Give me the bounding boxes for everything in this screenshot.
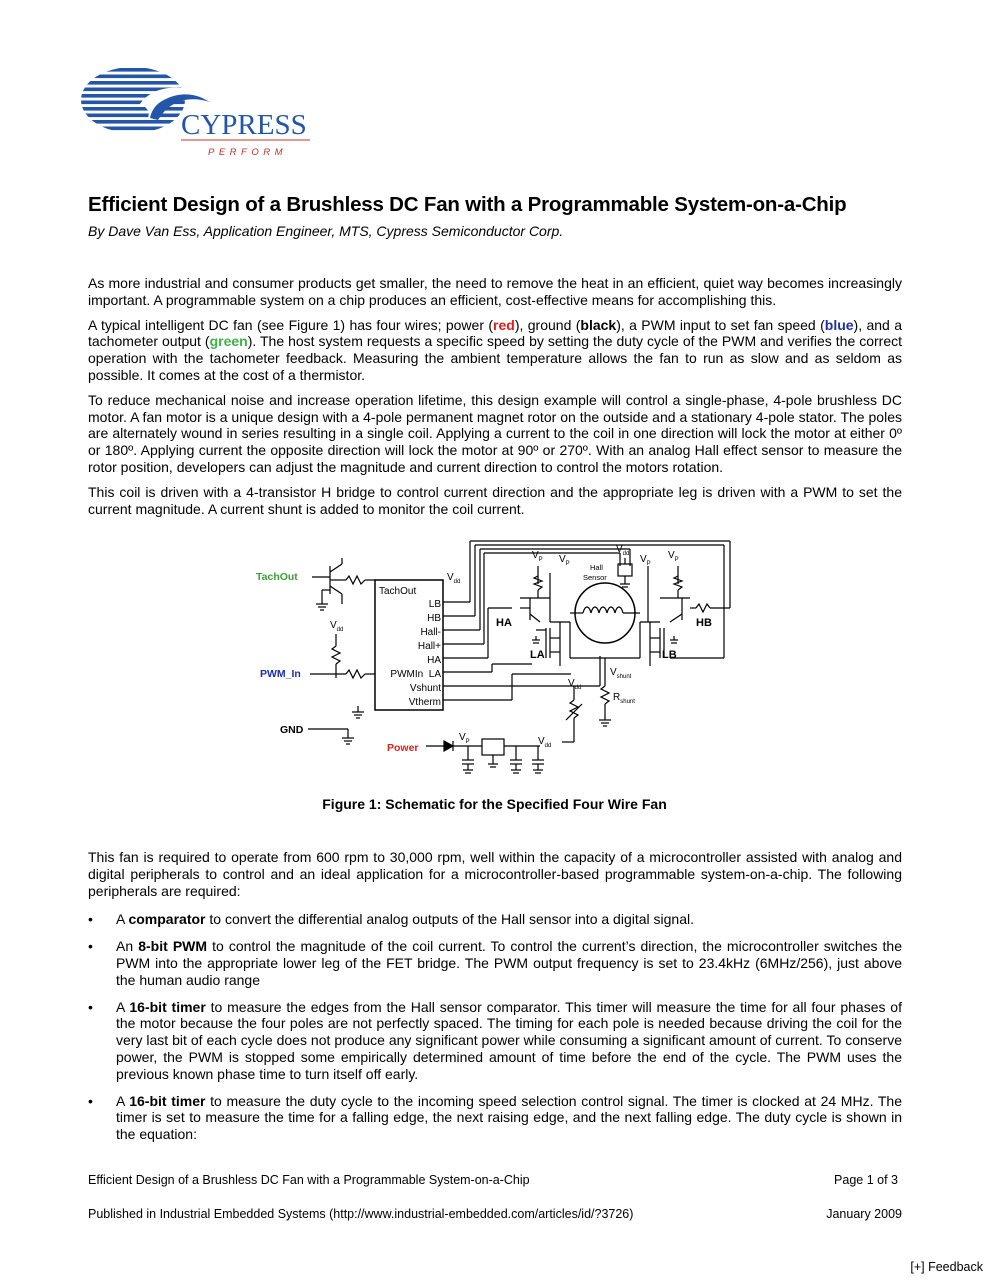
svg-text:Vshunt: $V_{shunt}$	[610, 667, 632, 680]
footer-line-1	[88, 1173, 902, 1187]
paragraph-hbridge: This coil is driven with a 4-transistor H bridge to control current direction and the appropriate leg is driven with a PWM to set the current magnitude. A current shunt is added to monitor the coil current.	[88, 483, 902, 517]
list-item: • A comparator to convert the differential analog outputs of the Hall sensor into a digital signal.	[88, 911, 694, 928]
svg-text:Sensor: Sensor	[583, 573, 607, 582]
pin-vtherm: Vtherm	[408, 697, 441, 708]
pin-hall-plus: Hall+	[417, 641, 441, 652]
feedback-link[interactable]: [+] Feedback	[910, 1260, 983, 1274]
figure-caption: Figure 1: Schematic for the Specified Four Wire Fan	[322, 796, 667, 812]
logo-tagline: PERFORM	[208, 147, 287, 158]
paragraph-requirements: This fan is required to operate from 600 rpm to 30,000 rpm, well within the capacity of a microcontroller assisted with analog and digital peripherals to control and an ideal application for a microcontroller-based programmable system-on-a-chip. The following peripherals are required:	[88, 849, 902, 899]
requirements-section	[88, 849, 902, 1153]
footer-publication: Published in Industrial Embedded Systems (http://www.industrial-embedded.com/articles/id/?3726)	[88, 1207, 634, 1221]
footer-line-2	[88, 1207, 902, 1221]
label-hb: HB	[696, 617, 712, 629]
label-gnd: GND	[280, 724, 304, 736]
intro-section	[88, 275, 902, 525]
peripheral-list	[88, 911, 902, 1143]
label-pwm-in: PWM_In	[260, 668, 301, 680]
svg-text:Vdd: $V_{dd}$	[616, 544, 630, 557]
pin-tachout: TachOut	[379, 586, 417, 597]
label-la: LA	[530, 649, 545, 661]
svg-text:Vdd: $V_{dd}$	[538, 736, 552, 749]
svg-text:Vdd: $V_{dd}$	[447, 572, 461, 585]
svg-text:Hall: Hall	[590, 563, 603, 572]
svg-text:VP: $V_P$	[532, 550, 543, 563]
svg-text:Rshunt: $R_{shunt}$	[613, 692, 635, 705]
label-lb: LB	[662, 649, 677, 661]
byline: By Dave Van Ess, Application Engineer, MTS, Cypress Semiconductor Corp.	[88, 223, 564, 239]
cypress-logo	[78, 62, 318, 162]
pin-ha: HA	[427, 655, 441, 666]
svg-text:Vdd: $V_{dd}$	[568, 678, 582, 691]
pin-lb: LB	[428, 599, 441, 610]
page-number: Page 1 of 3	[834, 1173, 898, 1187]
paragraph-motor: To reduce mechanical noise and increase operation lifetime, this design example will control a single-phase, 4-pole brushless DC motor. A fan motor is a unique design with a 4-pole permanent magnet rotor on the outside and a stationary 4-pole stator. The poles are alternately wound in series resulting in a single coil. Applying a current to the coil in one direction will lock the motor at either 0º or 180º. Applying current the opposite direction will lock the motor at 90º or 270º. With an analog Hall effect sensor to measure the rotor position, developers can adjust the magnitude and current direction to control the motors rotation.	[88, 391, 902, 475]
list-item: • A 16-bit timer to measure the edges from the Hall sensor comparator. This timer will measure the time for all four phases of the motor because the four poles are not perfectly spaced. The timing for each pole is needed because driving the coil for the very last bit of each cycle does not produce any significant power while consuming a significant amount of current. To conserve power, the PWM is stopped some empirically determined amount of time before the end of the cycle. The PWM uses the previous known phase time to turn itself off early.	[88, 998, 902, 1082]
pin-pwmin-la: PWMIn LA	[390, 669, 441, 680]
svg-text:VP: $V_P$	[640, 554, 651, 567]
pin-vshunt: Vshunt	[409, 683, 441, 694]
svg-text:VP: $V_P$	[559, 554, 570, 567]
paragraph-wires: A typical intelligent DC fan (see Figure 1) has four wires; power (red), ground (black), a PWM input to set fan speed (blue), and a tachometer output (green). The host system requests a specific speed by setting the duty cycle of the PWM and verifies the correct operation with the tachometer feedback. Measuring the ambient temperature allows the fan to run as slow and as seldom as possible. It comes at the cost of a thermistor.	[88, 316, 902, 383]
label-ha: HA	[496, 617, 512, 629]
label-power: Power	[387, 742, 419, 754]
svg-text:VP: $V_P$	[459, 732, 470, 745]
list-item: • A 16-bit timer to measure the duty cycle to the incoming speed selection control signal. The timer is clocked at 24 MHz. The timer is set to measure the time for a falling edge, the next raising edge, and the next falling edge. The duty cycle is shown in the equation:	[88, 1092, 902, 1143]
footer-date: January 2009	[826, 1207, 902, 1221]
svg-text:VP: $V_P$	[668, 550, 679, 563]
list-item: • An 8-bit PWM to control the magnitude of the coil current. To control the current’s direction, the microcontroller switches the PWM into the appropriate lower leg of the FET bridge. The PWM output frequency is set to 23.4kHz (6MHz/256), just above the human audio range	[88, 938, 903, 988]
paragraph-intro: As more industrial and consumer products get smaller, the need to remove the heat in an efficient, quiet way becomes increasingly important. A programmable system on a chip produces an efficient, cost-effective means for accomplishing this.	[88, 275, 902, 308]
label-tachout: TachOut	[256, 571, 298, 583]
svg-text:Vdd: $V_{dd}$	[330, 620, 344, 633]
fan-schematic	[250, 528, 740, 786]
pin-hall-minus: Hall-	[420, 627, 441, 638]
logo-wordmark: CYPRESS	[181, 109, 307, 141]
footer-title: Efficient Design of a Brushless DC Fan with a Programmable System-on-a-Chip	[88, 1173, 530, 1187]
pin-hb: HB	[427, 613, 441, 624]
article-title: Efficient Design of a Brushless DC Fan with a Programmable System-on-a-Chip	[88, 193, 847, 216]
